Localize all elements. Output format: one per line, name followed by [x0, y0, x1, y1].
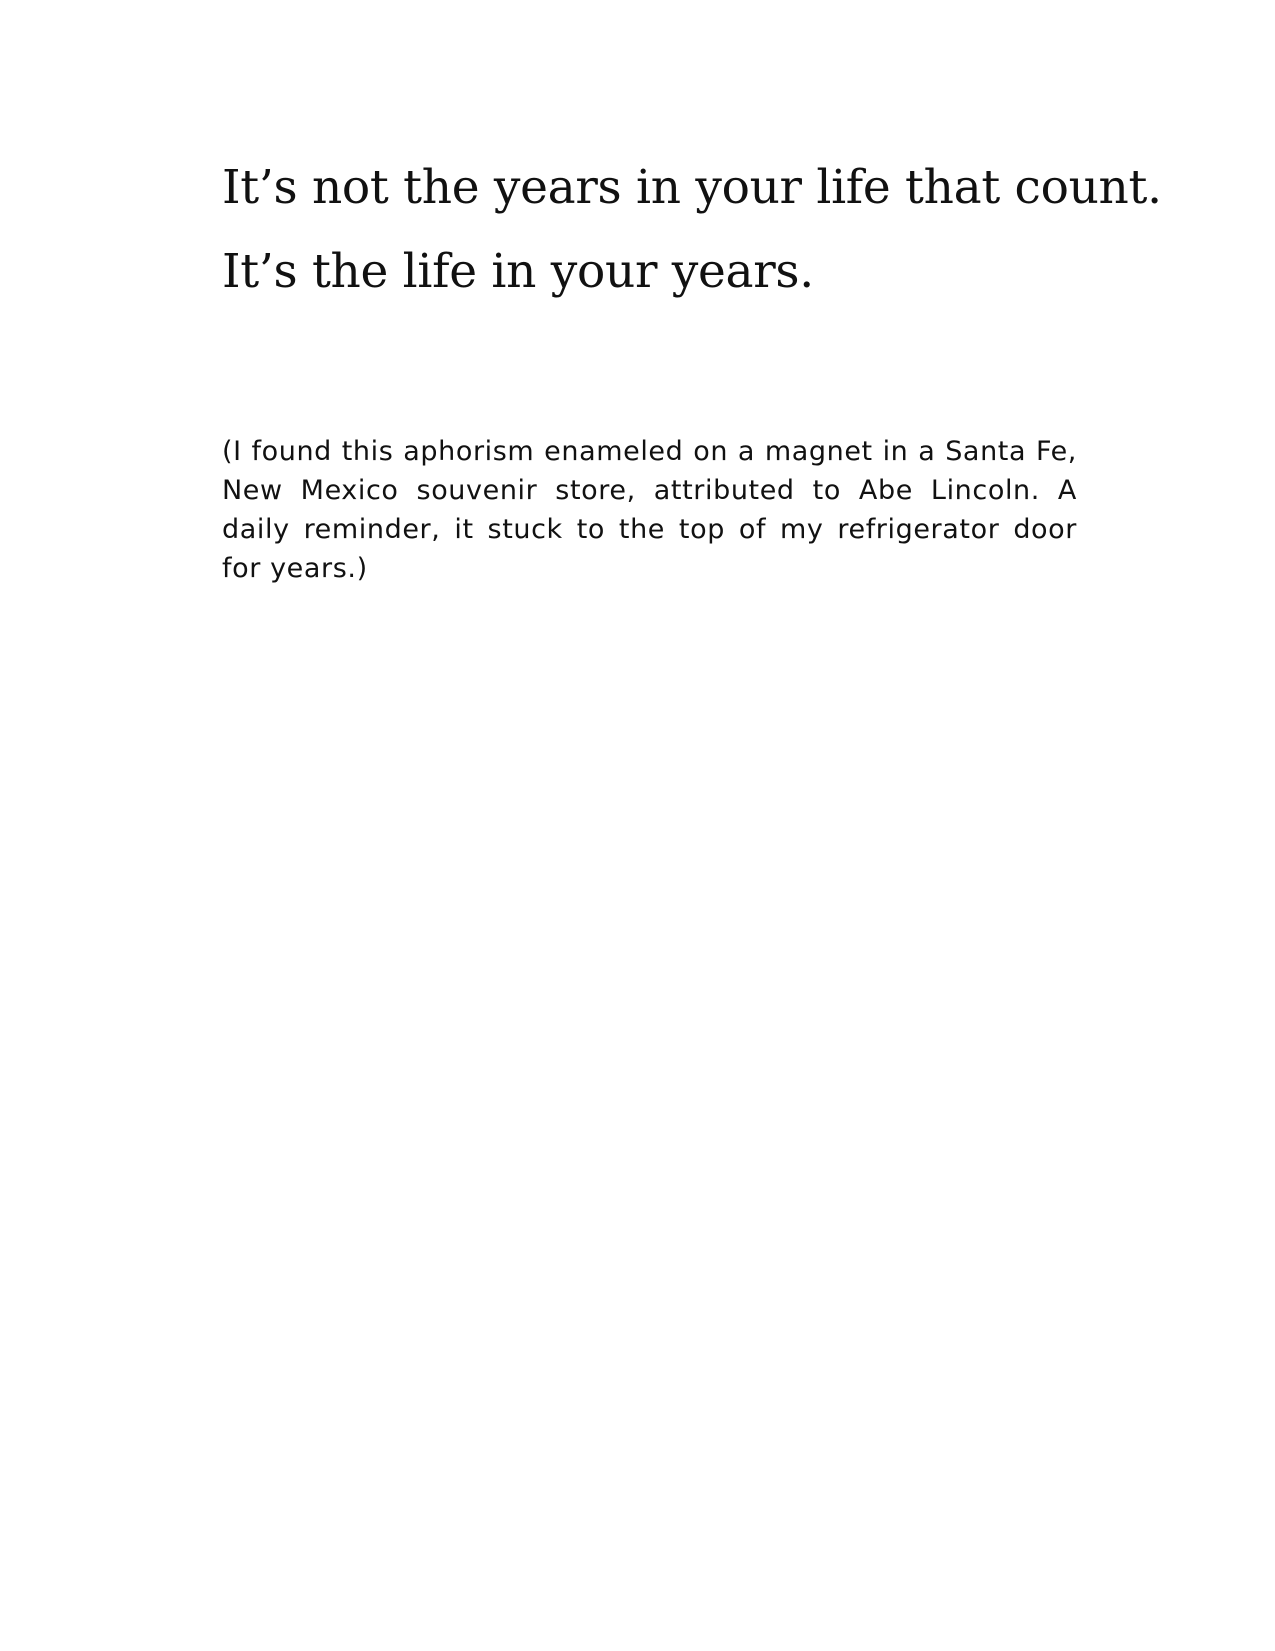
quote-line-2: It’s the life in your years. — [222, 244, 814, 299]
quote-line-1: It’s not the years in your life that count. — [222, 160, 1162, 215]
quote-block — [222, 146, 1162, 314]
attribution-note: (I found this aphorism enameled on a magnet in a Santa Fe, New Mexico souvenir store, attributed to Abe Lincoln. A daily reminder, it stuck to the top of my refrigerator door for years.) — [222, 436, 1077, 584]
